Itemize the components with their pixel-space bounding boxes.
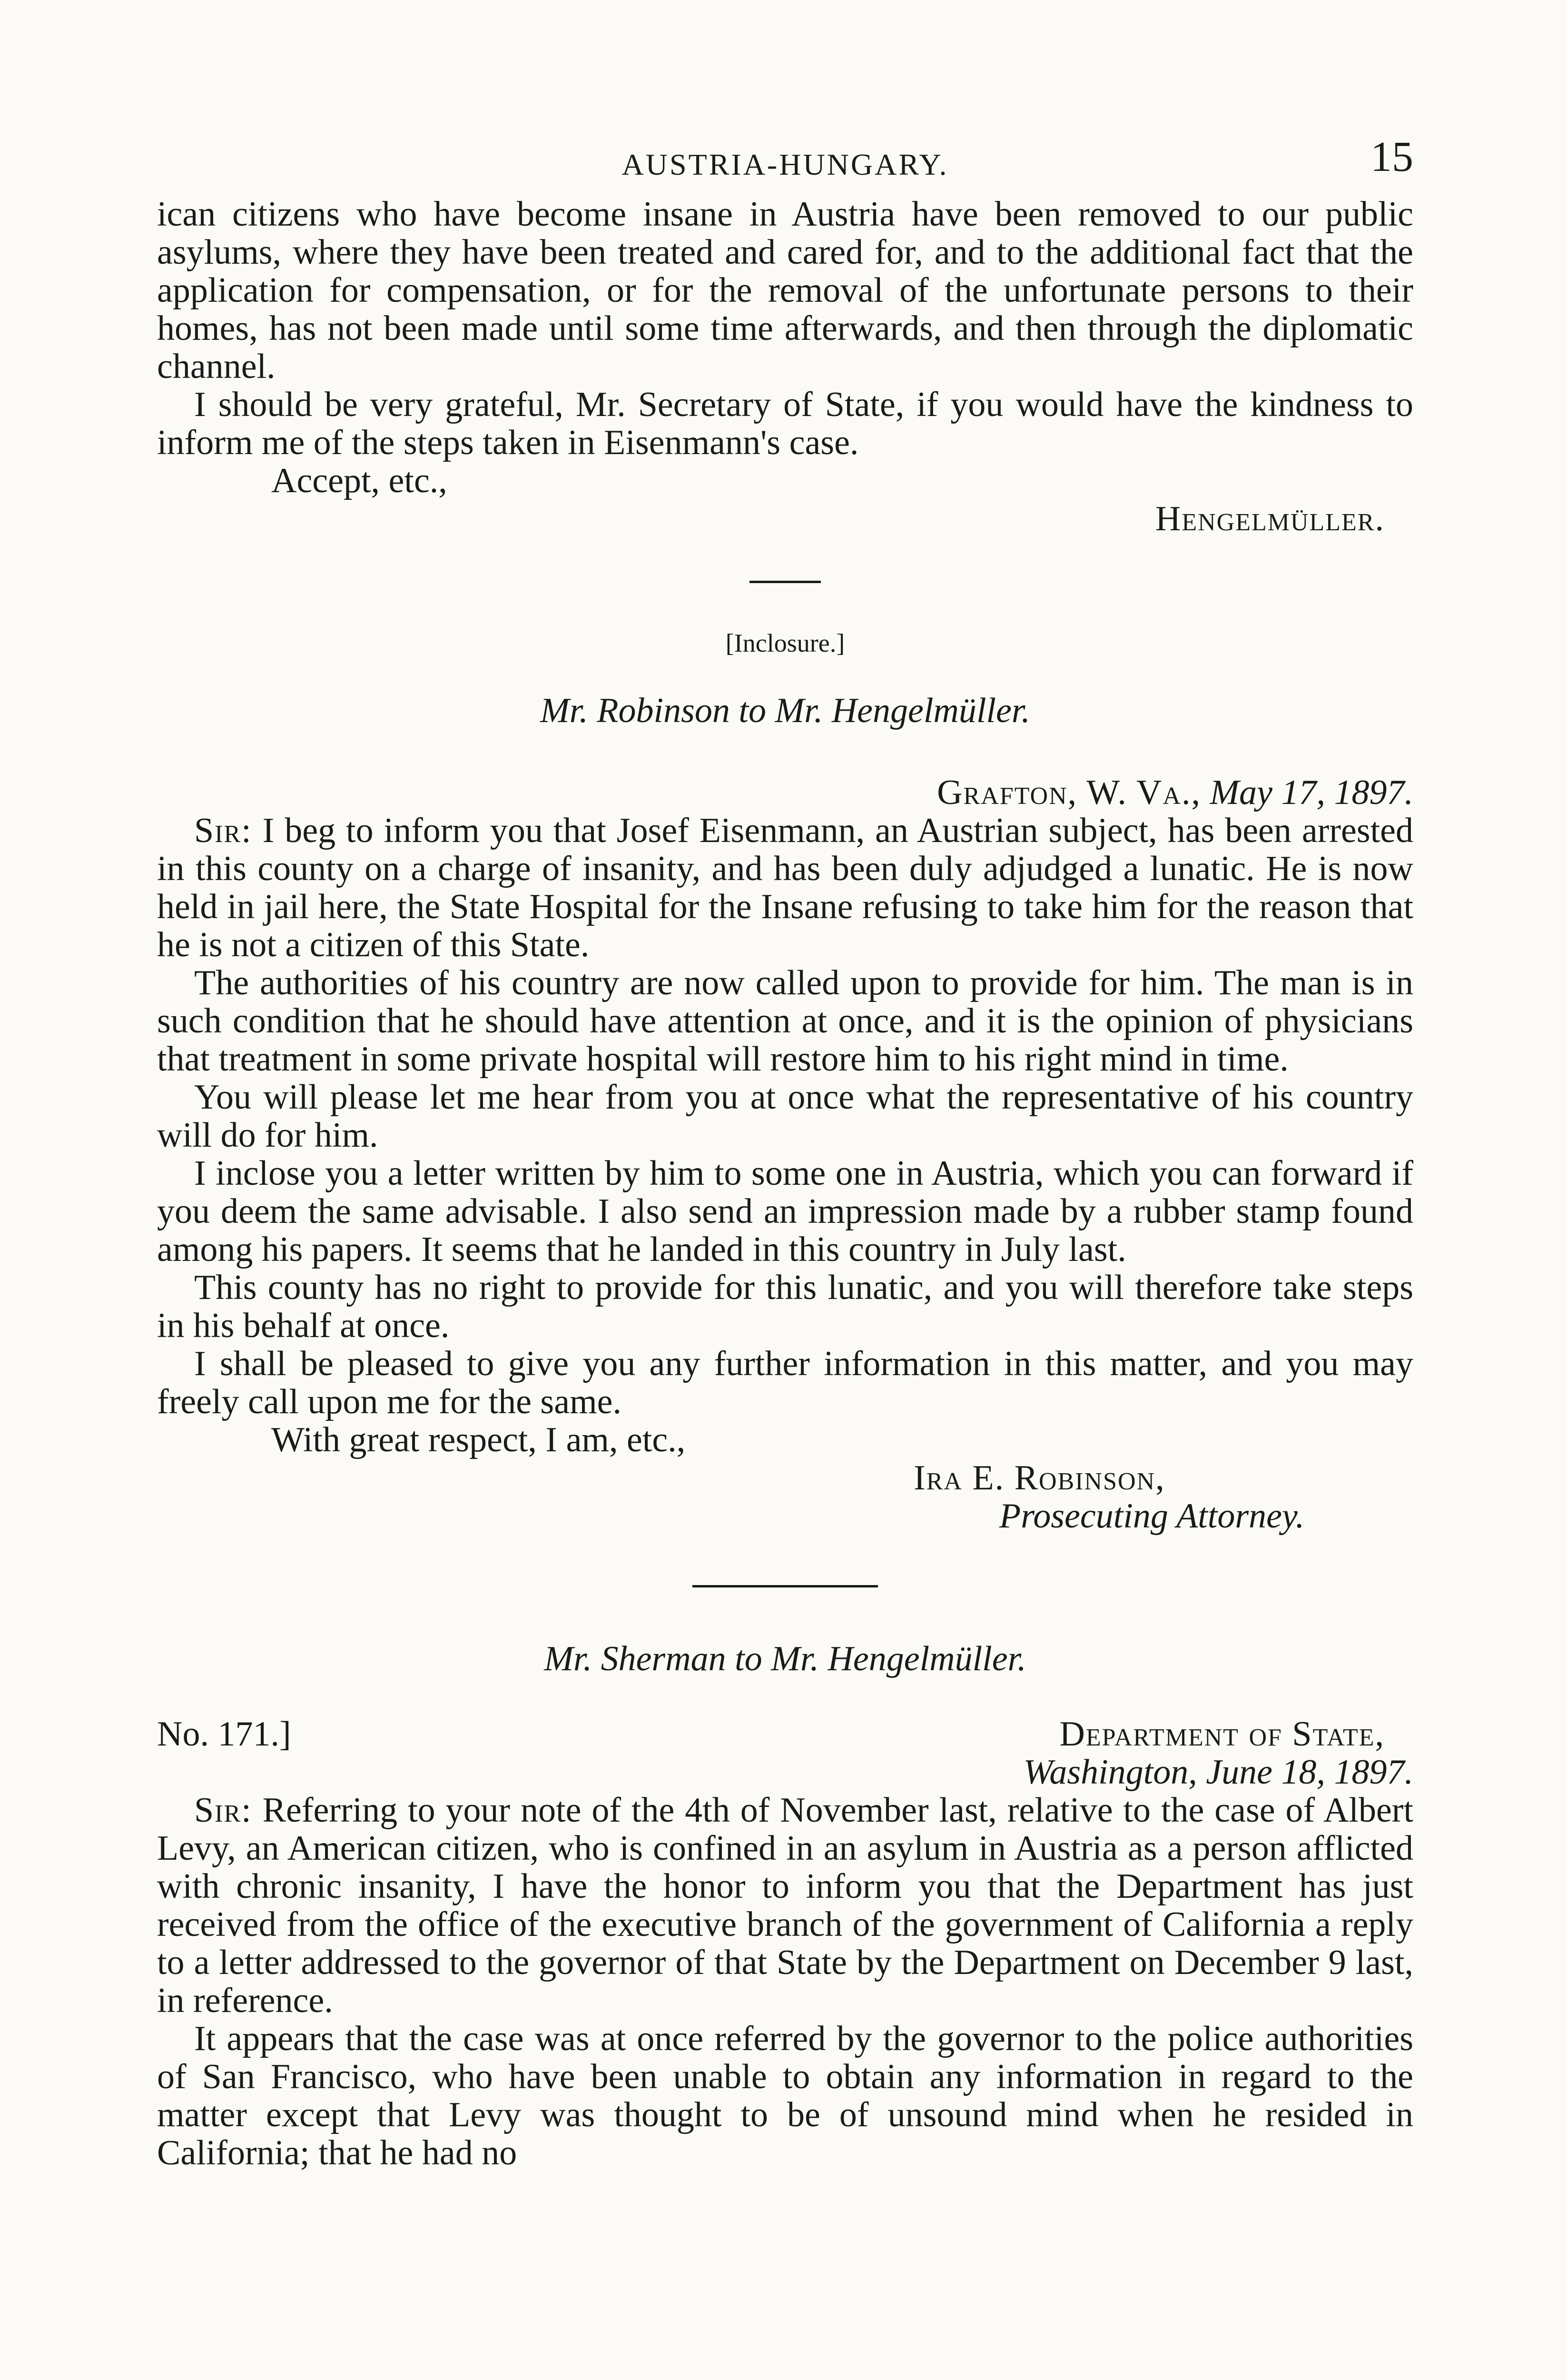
page-header [157, 133, 1413, 195]
section-divider [749, 581, 821, 583]
letter1-continuation: ican citizens who have become insane in Austria have been removed to our public asylums, where they have been treated and cared for, and to the additional fact that the application for compensation, or for the removal of the unfortunate persons to their homes, has not been made until some time afterwards, and then through the diplomatic channel. [157, 195, 1413, 386]
letter1-closing: Accept, etc., [271, 461, 447, 500]
inclosure-signature-title: Prosecuting Attorney. [999, 1497, 1305, 1536]
inclosure-paragraph-6: I shall be pleased to give you any further information in this matter, and you may freely call upon me for the same. [157, 1344, 1413, 1421]
letter2-paragraph-1: Sir: Referring to your note of the 4th of November last, relative to the case of Albert Levy, an American citizen, who is confined in an asylum in Austria as a person afflicted with chronic insanity, I have the honor to inform you that the Department has just received from the office of the executive branch of the government of California a reply to a letter addressed to the governor of that State by the Department on December 9 last, in reference. [157, 1791, 1414, 2020]
inclosure-paragraph-5: This county has no right to provide for this lunatic, and you will therefore take steps in his behalf at once. [157, 1268, 1413, 1345]
inclosure-paragraph-4: I inclose you a letter written by him to some one in Austria, which you can forward if you deem the same advisable. I also send an impression made by a rubber stamp found among his papers. It seems that he landed in this country in July last. [157, 1154, 1413, 1269]
running-title: AUSTRIA-HUNGARY. [621, 148, 949, 181]
inclosure-closing: With great respect, I am, etc., [271, 1420, 686, 1459]
letter2-department: Department of State, [1059, 1715, 1385, 1754]
inclosure-paragraph-2: The authorities of his country are now called upon to provide for him. The man is in such condition that he should have attention at once, and it is the opinion of physicians that treatment in some private hospital will restore him to his right mind in time. [157, 963, 1413, 1079]
letter2-dateline: Washington, June 18, 1897. [1023, 1753, 1413, 1792]
document-page [157, 133, 1414, 2172]
inclosure-label: [Inclosure.] [725, 629, 845, 657]
dateline-place: Grafton, W. Va., [937, 773, 1201, 812]
page-number: 15 [1370, 133, 1413, 180]
inclosure-paragraph-1: Sir: I beg to inform you that Josef Eisenmann, an Austrian subject, has been arrested in this county on a charge of insanity, and has been duly adjudged a lunatic. He is now held in jail here, the State Hospital for the Insane refusing to take him for the reason that he is not a citizen of this State. [157, 811, 1414, 964]
salutation: Sir: [194, 1791, 252, 1830]
inclosure-paragraph-3: You will please let me hear from you at once what the representative of his country will do for him. [157, 1078, 1413, 1155]
inclosure-dateline [157, 774, 1413, 812]
salutation: Sir: [194, 811, 252, 850]
dateline-date: May 17, 1897. [1210, 773, 1413, 812]
letter2-paragraph-2: It appears that the case was at once referred by the governor to the police authorities of San Francisco, who have been unable to obtain any information in regard to the matter except that Levy was thought to be of unsound mind when he resided in California; that he had no [157, 2019, 1413, 2172]
letter1-signature: Hengelmüller. [1155, 499, 1385, 538]
letter2-number: No. 171.] [157, 1715, 291, 1754]
letter2-heading [157, 1715, 1413, 1753]
section-divider [692, 1585, 878, 1587]
letter2-title: Mr. Sherman to Mr. Hengelmüller. [544, 1639, 1026, 1678]
inclosure-signature-name: Ira E. Robinson, [914, 1458, 1165, 1497]
inclosure-title: Mr. Robinson to Mr. Hengelmüller. [540, 691, 1030, 730]
letter1-request: I should be very grateful, Mr. Secretary of State, if you would have the kindness to inform me of the steps taken in Eisenmann's case. [157, 385, 1413, 462]
